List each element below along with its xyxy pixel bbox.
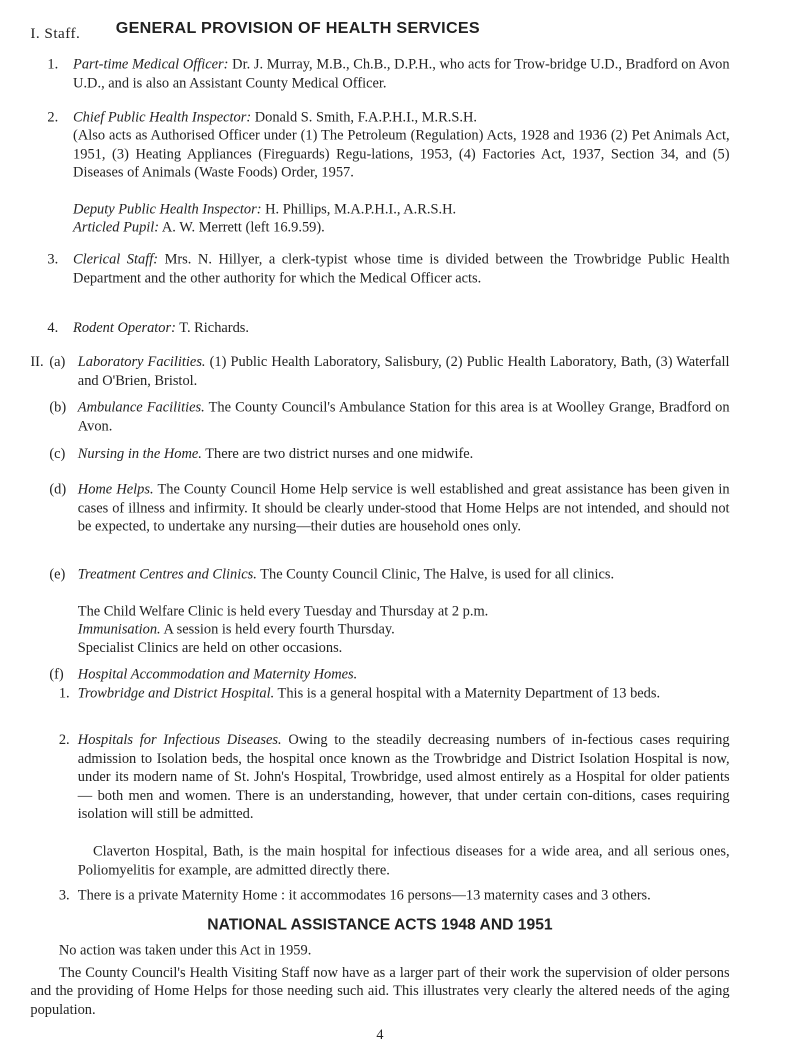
item-letter: (c) — [49, 445, 66, 463]
item-letter: (f) — [49, 665, 64, 683]
facility-text — [78, 665, 730, 683]
staff-item-text — [73, 250, 730, 287]
na-paragraph-1: No action was taken under this Act in 1959. — [58, 941, 312, 958]
item-body: T. Richards. — [179, 319, 250, 336]
item-title: Hospital Accommodation and Maternity Homes. — [77, 665, 358, 683]
facility-text — [78, 565, 730, 583]
staff-item-detail: (Also acts as Authorised Officer under (1) The Petroleum (Regulation) Acts, 1928 and 1936 (2) Pet Animals Act, 1951, (3) Heating Appliances (Fireguards) Regu-lations, 1953, (4) Factories Act, 1937, Section 34, and (5) Diseases of Animals (Waste Foods) Order, 1957. — [73, 127, 730, 181]
item-body: Donald S. Smith, F.A.P.H.I., M.R.S.H. — [254, 109, 477, 126]
item-title: Chief Public Health Inspector: — [73, 109, 252, 126]
item-number: 2. — [47, 109, 59, 126]
staff-item-text — [73, 55, 730, 92]
specialist-line: Specialist Clinics are held on other occasions. — [77, 639, 343, 656]
item-body: A session is held every fourth Thursday. — [163, 621, 395, 638]
item-body: Owing to the steadily decreasing numbers of in-fectious cases requiring admission to Isolation beds, the hospital once known as the Trowbridge and District Isolation Hospital is now, under its modern name of St. John's Hospital, Trowbridge, used almost entirely as a Hospital for older patients — both men and women. There is an understanding, however, that under certain con-ditions, cases requiring isolation will still be admitted. — [77, 731, 730, 822]
section-number: II. — [30, 353, 44, 370]
facility-text — [78, 480, 730, 535]
pupil-line — [73, 218, 730, 236]
item-title: Treatment Centres and Clinics. — [77, 566, 257, 583]
facility-text — [78, 445, 730, 463]
item-body: The County Council's Ambulance Station for this area is at Woolley Grange, Bradford on Avon. — [77, 399, 730, 435]
item-number: 3. — [47, 251, 59, 268]
item-body: There are two district nurses and one midwife. — [205, 445, 474, 463]
hospital-text — [78, 731, 730, 823]
item-title: Deputy Public Health Inspector: — [73, 201, 262, 218]
clinic-schedule: The Child Welfare Clinic is held every Tuesday and Thursday at 2 p.m. — [77, 603, 489, 620]
facility-text — [78, 353, 730, 390]
item-number: 1. — [58, 684, 70, 702]
item-letter: (d) — [49, 480, 67, 498]
item-letter: (e) — [49, 566, 66, 583]
hospital-text: There is a private Maternity Home : it accommodates 16 persons—13 maternity cases and 3 others. — [77, 887, 651, 904]
item-body: Dr. J. Murray, M.B., Ch.B., D.P.H., who acts for Trow-bridge U.D., Bradford on Avon U.D., and is also an Assistant County Medical Officer. — [73, 55, 730, 91]
item-body: (1) Public Health Laboratory, Salisbury, (2) Public Health Laboratory, Bath, (3) Waterfall and O'Brien, Bristol. — [77, 353, 730, 389]
item-number: 3. — [58, 887, 70, 904]
staff-item-text — [73, 108, 730, 126]
item-title: Home Helps. — [77, 480, 154, 498]
facility-text — [78, 398, 730, 435]
item-title: Nursing in the Home. — [77, 445, 202, 463]
item-number: 4. — [47, 319, 59, 336]
immunisation-line — [78, 620, 730, 638]
item-body: The County Council Home Help service is well established and great assistance has been given in cases of illness and infirmity. It should be clearly under-stood that Home Helps are not intended, and should not be expected, to undertake any nursing—their duties are household ones only. — [77, 480, 730, 535]
item-title: Trowbridge and District Hospital. — [77, 684, 275, 702]
staff-item-text — [73, 319, 730, 337]
item-number: 1. — [47, 55, 59, 73]
page-header — [30, 19, 751, 47]
section-title: NATIONAL ASSISTANCE ACTS 1948 AND 1951 — [207, 915, 553, 934]
hospital-para: Claverton Hospital, Bath, is the main hospital for infectious diseases for a wide area, and all serious ones, Poliomyelitis for example, are admitted directly there. — [77, 843, 730, 879]
section-label: I. Staff. — [30, 25, 81, 42]
na-paragraph-2: The County Council's Health Visiting Staff now have as a larger part of their work the supervision of older persons and the providing of Home Helps for those needing such aid. This illustrates very clearly the altered needs of the aging population. — [30, 964, 730, 1018]
item-letter: (a) — [49, 353, 66, 370]
item-number: 2. — [58, 731, 70, 748]
hospital-text — [78, 684, 730, 702]
page-number: 4 — [376, 1027, 384, 1043]
item-title: Hospitals for Infectious Diseases. — [77, 731, 282, 748]
item-body: A. W. Merrett (left 16.9.59). — [161, 219, 325, 236]
item-title: Part-time Medical Officer: — [73, 55, 229, 73]
item-title: Immunisation. — [77, 621, 161, 638]
page-title: GENERAL PROVISION OF HEALTH SERVICES — [115, 18, 480, 37]
item-title: Articled Pupil: — [73, 219, 160, 236]
item-body: This is a general hospital with a Maternity Department of 13 beds. — [277, 684, 661, 702]
item-title: Ambulance Facilities. — [77, 399, 205, 416]
item-letter: (b) — [49, 399, 67, 416]
item-body: H. Phillips, M.A.P.H.I., A.R.S.H. — [265, 201, 457, 218]
item-title: Rodent Operator: — [73, 319, 176, 336]
deputy-line — [73, 200, 730, 218]
item-title: Clerical Staff: — [73, 251, 159, 268]
item-title: Laboratory Facilities. — [77, 353, 206, 370]
item-body: Mrs. N. Hillyer, a clerk-typist whose time is divided between the Trowbridge Public Health Department and the other authority for which the Medical Officer acts. — [73, 251, 730, 287]
item-body: The County Council Clinic, The Halve, is used for all clinics. — [260, 566, 615, 583]
